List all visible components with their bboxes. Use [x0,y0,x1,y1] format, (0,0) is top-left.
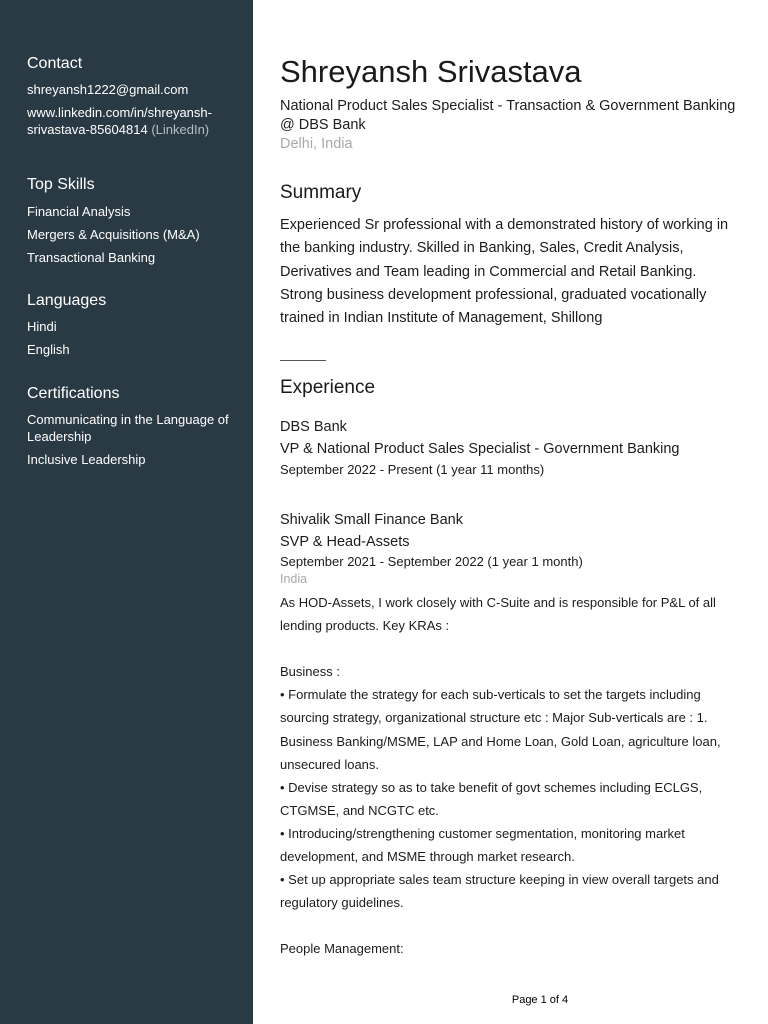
skill-item: Mergers & Acquisitions (M&A) [27,227,200,242]
description-line: • Devise strategy so as to take benefit of govt schemes including ECLGS, CTGMSE, and NCGTC etc. [280,779,703,818]
description-line: People Management: [280,941,404,957]
skills-section [27,175,242,266]
job-entry [280,511,740,961]
profile-headline: National Product Sales Specialist - Transaction & Government Banking @ DBS Bank [280,98,736,133]
profile-name: Shreyansh Srivastava [280,54,582,89]
linkedin-link[interactable] [27,104,242,138]
job-description [280,591,740,961]
skills-heading: Top Skills [27,176,95,193]
skill-item: Financial Analysis [27,204,131,219]
section-divider [280,360,326,361]
contact-heading: Contact [27,55,83,72]
linkedin-label: (LinkedIn) [151,122,210,137]
job-dates: September 2021 - September 2022 (1 year 1 month) [280,554,583,569]
description-line [280,914,740,937]
description-line: • Introducing/strengthening customer segmentation, monitoring market development, and MSME through market research. [280,825,685,865]
description-line: • Formulate the strategy for each sub-verticals to set the targets including sourcing strategy, organizational structure etc : Major Sub-verticals are : 1. Business Banking/MSME, LAP and Home Loan, Gold Loan, agriculture loan, unsecured loans. [280,687,721,772]
linkedin-url-line1: www.linkedin.com/in/shreyansh- [27,105,212,120]
job-entry [280,418,740,478]
languages-heading: Languages [27,292,107,309]
skill-item: Transactional Banking [27,250,156,265]
sidebar [0,0,253,1024]
certifications-heading: Certifications [27,385,120,402]
job-company: DBS Bank [280,419,347,435]
contact-section [27,54,242,138]
summary-text: Experienced Sr professional with a demonstrated history of working in the banking industry. Skilled in Banking, Sales, Credit Analysis, Derivatives and Team leading in Commercial and Retail Banking. Strong business development professional, graduated vocationally trained in Indian Institute of Management, Shillong [280,217,729,327]
certifications-section [27,384,242,468]
email-link[interactable]: shreyansh1222@gmail.com [27,82,189,97]
linkedin-url-line2: srivastava-85604814 [27,122,148,137]
language-item: Hindi [27,319,57,334]
job-title: VP & National Product Sales Specialist - Government Banking [280,441,680,457]
summary-heading: Summary [280,182,362,203]
description-line: • Set up appropriate sales team structure keeping in view overall targets and regulatory guidelines. [280,872,719,911]
job-title: SVP & Head-Assets [280,534,410,550]
job-location: India [280,572,308,586]
description-line [280,637,740,660]
page-number: Page 1 of 4 [511,994,569,1006]
description-line: Business : [280,664,340,680]
languages-section [27,291,242,358]
certification-item: Inclusive Leadership [27,452,146,467]
language-item: English [27,342,70,357]
experience-heading: Experience [280,377,376,398]
job-company: Shivalik Small Finance Bank [280,512,463,528]
profile-location: Delhi, India [280,136,353,152]
certification-item: Communicating in the Language of Leadership [27,412,229,444]
job-dates: September 2022 - Present (1 year 11 months) [280,462,545,477]
description-line: As HOD-Assets, I work closely with C-Suite and is responsible for P&L of all lending products. Key KRAs : [280,595,716,634]
